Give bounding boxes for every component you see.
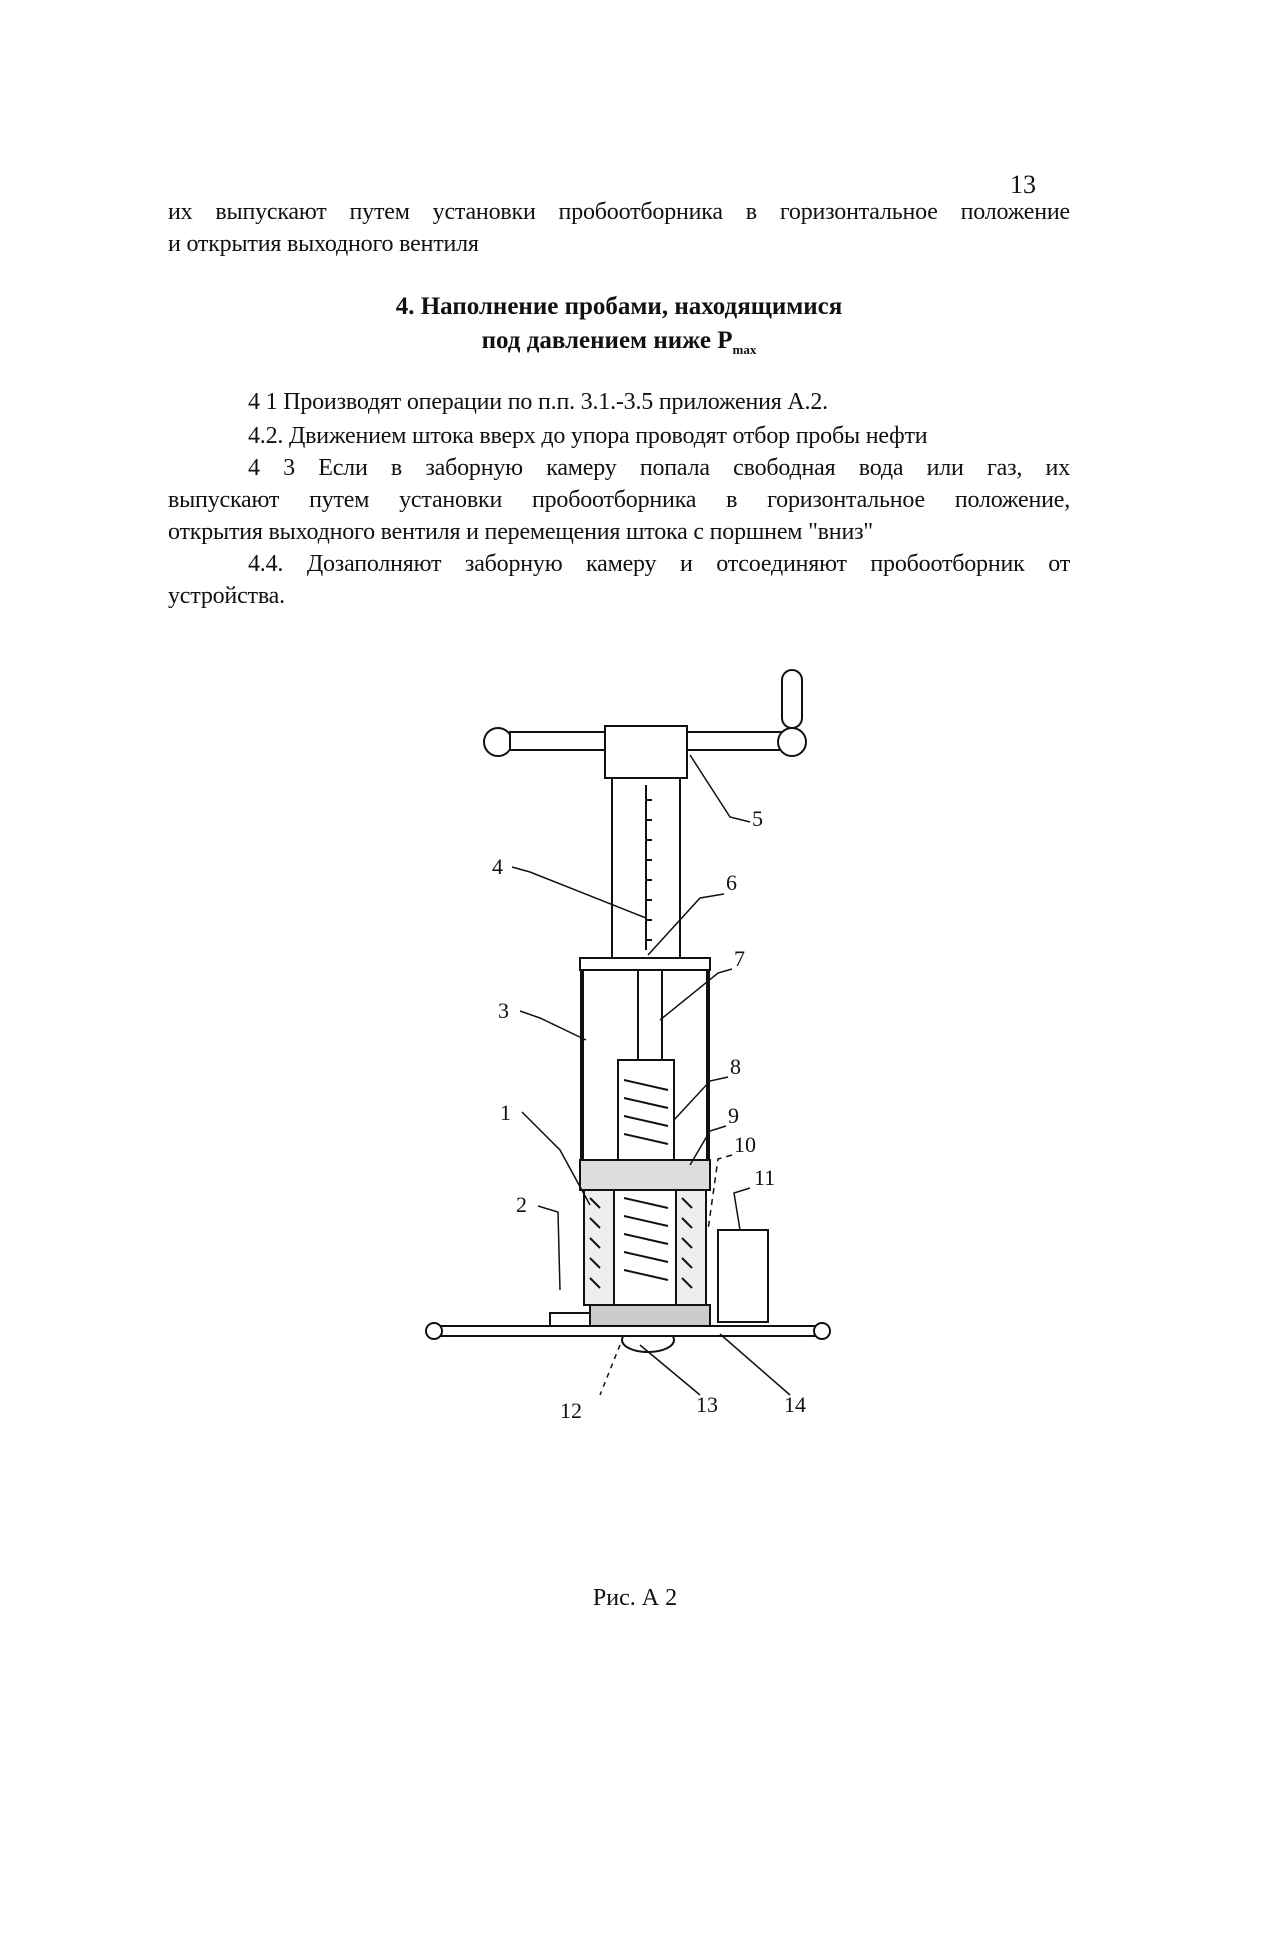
text-line: открытия выходного вентиля и перемещения штока с поршнем "вниз" — [168, 519, 873, 545]
section-heading — [168, 290, 1070, 367]
text-line: устройства. — [168, 583, 285, 609]
page-number: 13 — [1010, 170, 1036, 199]
callout-5: 5 — [752, 806, 763, 831]
text-line: выпускают путем установки пробоотборника в горизонтальное положение, — [168, 487, 1070, 513]
text-line: 4 1 Производят операции по п.п. 3.1.-3.5 приложения А.2. — [248, 389, 828, 415]
text-line: 4.2. Движением штока вверх до упора проводят отбор пробы нефти — [248, 423, 928, 449]
upper-spring — [618, 1060, 674, 1160]
item-4-4 — [168, 548, 1070, 612]
callout-7: 7 — [734, 946, 745, 971]
valve-box — [718, 1230, 768, 1322]
callout-13: 13 — [696, 1392, 718, 1417]
lower-housing — [550, 1160, 710, 1352]
callout-6: 6 — [726, 870, 737, 895]
base-plate — [426, 1323, 830, 1339]
callout-9: 9 — [728, 1103, 739, 1128]
callout-11: 11 — [754, 1165, 776, 1190]
text-line: и открытия выходного вентиля — [168, 231, 479, 257]
text-line: 4 3 Если в заборную камеру попала свободная вода или газ, их — [248, 455, 1070, 481]
callout-8: 8 — [730, 1054, 741, 1079]
figure-caption: Рис. А 2 — [592, 1585, 678, 1611]
callout-2: 2 — [516, 1192, 527, 1217]
heading-line: под давлением ниже $P_{max}$ — [481, 327, 757, 357]
callout-10: 10 — [734, 1132, 756, 1157]
text-line: их выпускают путем установки пробоотборника в горизонтальное положение — [168, 199, 1070, 225]
callout-3: 3 — [498, 998, 509, 1023]
text-line: 4.4. Дозаполняют заборную камеру и отсоединяют пробоотборник от — [248, 551, 1070, 577]
callout-14: 14 — [784, 1392, 806, 1417]
sampler-drawing — [400, 650, 940, 1530]
item-4-2 — [168, 420, 1070, 452]
heading-line: 4. Наполнение пробами, находящимися — [395, 293, 843, 320]
handle — [484, 670, 806, 778]
cylinder — [580, 958, 710, 1180]
callout-4: 4 — [492, 854, 503, 879]
callout-1: 1 — [500, 1100, 511, 1125]
callout-12: 12 — [560, 1398, 582, 1423]
item-4-3 — [168, 452, 1070, 548]
intro-paragraph — [168, 196, 1070, 260]
item-4-1 — [168, 386, 1070, 418]
